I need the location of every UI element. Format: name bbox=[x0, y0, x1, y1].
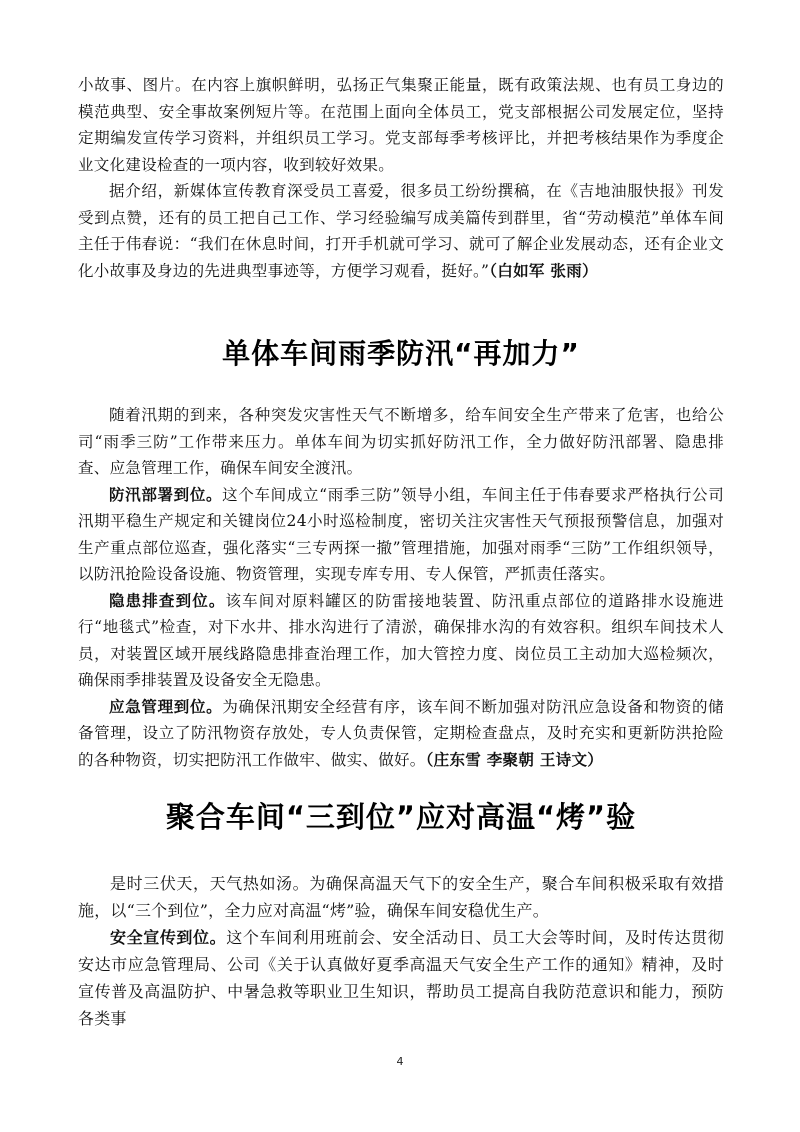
item-lead: 隐患排查到位。 bbox=[109, 590, 226, 610]
paragraph-intro: 随着汛期的到来，各种突发灾害性天气不断增多，给车间安全生产带来了危害，也给公司“雨季三防”工作带来压力。单体车间为切实抓好防汛工作，全力做好防汛部署、隐患排查、应急管理工作，确保车间安全渡汛。 bbox=[78, 406, 724, 477]
item-lead: 防汛部署到位。 bbox=[109, 484, 223, 504]
paragraph-item: 隐患排查到位。该车间对原料罐区的防雷接地装置、防汛重点部位的道路排水设施进行“地毯式”检查，对下水井、排水沟进行了清淤，确保排水沟的有效容积。组织车间技术人员，对装置区域开展线路隐患排查治理工作，加大管控力度、岗位员工主动加大巡检频次，确保雨季排装置及设备安全无隐患。 bbox=[78, 590, 724, 689]
paragraph-continued: 小故事、图片。在内容上旗帜鲜明，弘扬正气集聚正能量，既有政策法规、也有员工身边的模范典型、安全事故案例短片等。在范围上面向全体员工，党支部根据公司发展定位，坚持定期编发宣传学习资料，并组织员工学习。党支部每季考核评比，并把考核结果作为季度企业文化建设检查的一项内容，收到较好效果。 bbox=[78, 76, 724, 174]
byline: （白如军 张雨） bbox=[489, 260, 598, 280]
page-number: 4 bbox=[396, 1055, 404, 1068]
paragraph-item: 防汛部署到位。这个车间成立“雨季三防”领导小组，车间主任于伟春要求严格执行公司汛期平稳生产规定和关键岗位24小时巡检制度，密切关注灾害性天气预报预警信息，加强对生产重点部位巡查，强化落实“三专两探一撤”管理措施，加强对雨季“三防”工作组织领导，以防汛抢险设备设施、物资管理，实现专库专用、专人保管，严抓责任落实。 bbox=[78, 484, 724, 583]
paragraph-item: 安全宣传到位。这个车间利用班前会、安全活动日、员工大会等时间，及时传达贯彻安达市应急管理局、公司《关于认真做好夏季高温天气安全生产工作的通知》精神，及时宣传普及高温防护、中暑急救等职业卫生知识，帮助员工提高自我防范意识和能力，预防各类事 bbox=[78, 928, 724, 1028]
item-lead: 安全宣传到位。 bbox=[110, 928, 227, 947]
document-page bbox=[78, 72, 724, 1032]
paragraph-intro: 是时三伏天，天气热如汤。为确保高温天气下的安全生产，聚合车间积极采取有效措施，以“三个到位”，全力应对高温“烤”验，确保车间安稳优生产。 bbox=[78, 874, 724, 920]
paragraph: 据介绍，新媒体宣传教育深受员工喜爱，很多员工纷纷撰稿，在《吉地油服快报》刊发受到点赞，还有的员工把自己工作、学习经验编写成美篇传到群里，省“劳动模范”单体车间主任于伟春说：“我们在休息时间，打开手机就可学习、就可了解企业发展动态，还有企业文化小故事及身边的先进典型事迹等，方便学习观看，挺好。”（白如军 张雨） bbox=[78, 182, 724, 280]
paragraph-item: 应急管理到位。为确保汛期安全经营有序，该车间不断加强对防汛应急设备和物资的储备管理，设立了防汛物资存放处，专人负责保管，定期检查盘点，及时充实和更新防洪抢险的各种物资，切实把防汛工作做牢、做实、做好。（庄东雪 李聚朝 王诗文） bbox=[78, 696, 724, 769]
item-lead: 应急管理到位。 bbox=[109, 696, 223, 716]
byline: （庄东雪 李聚朝 王诗文） bbox=[425, 749, 604, 769]
article-title: 单体车间雨季防汛“再加力” bbox=[222, 337, 580, 370]
article-title: 聚合车间“三到位”应对高温“烤”验 bbox=[165, 800, 637, 834]
